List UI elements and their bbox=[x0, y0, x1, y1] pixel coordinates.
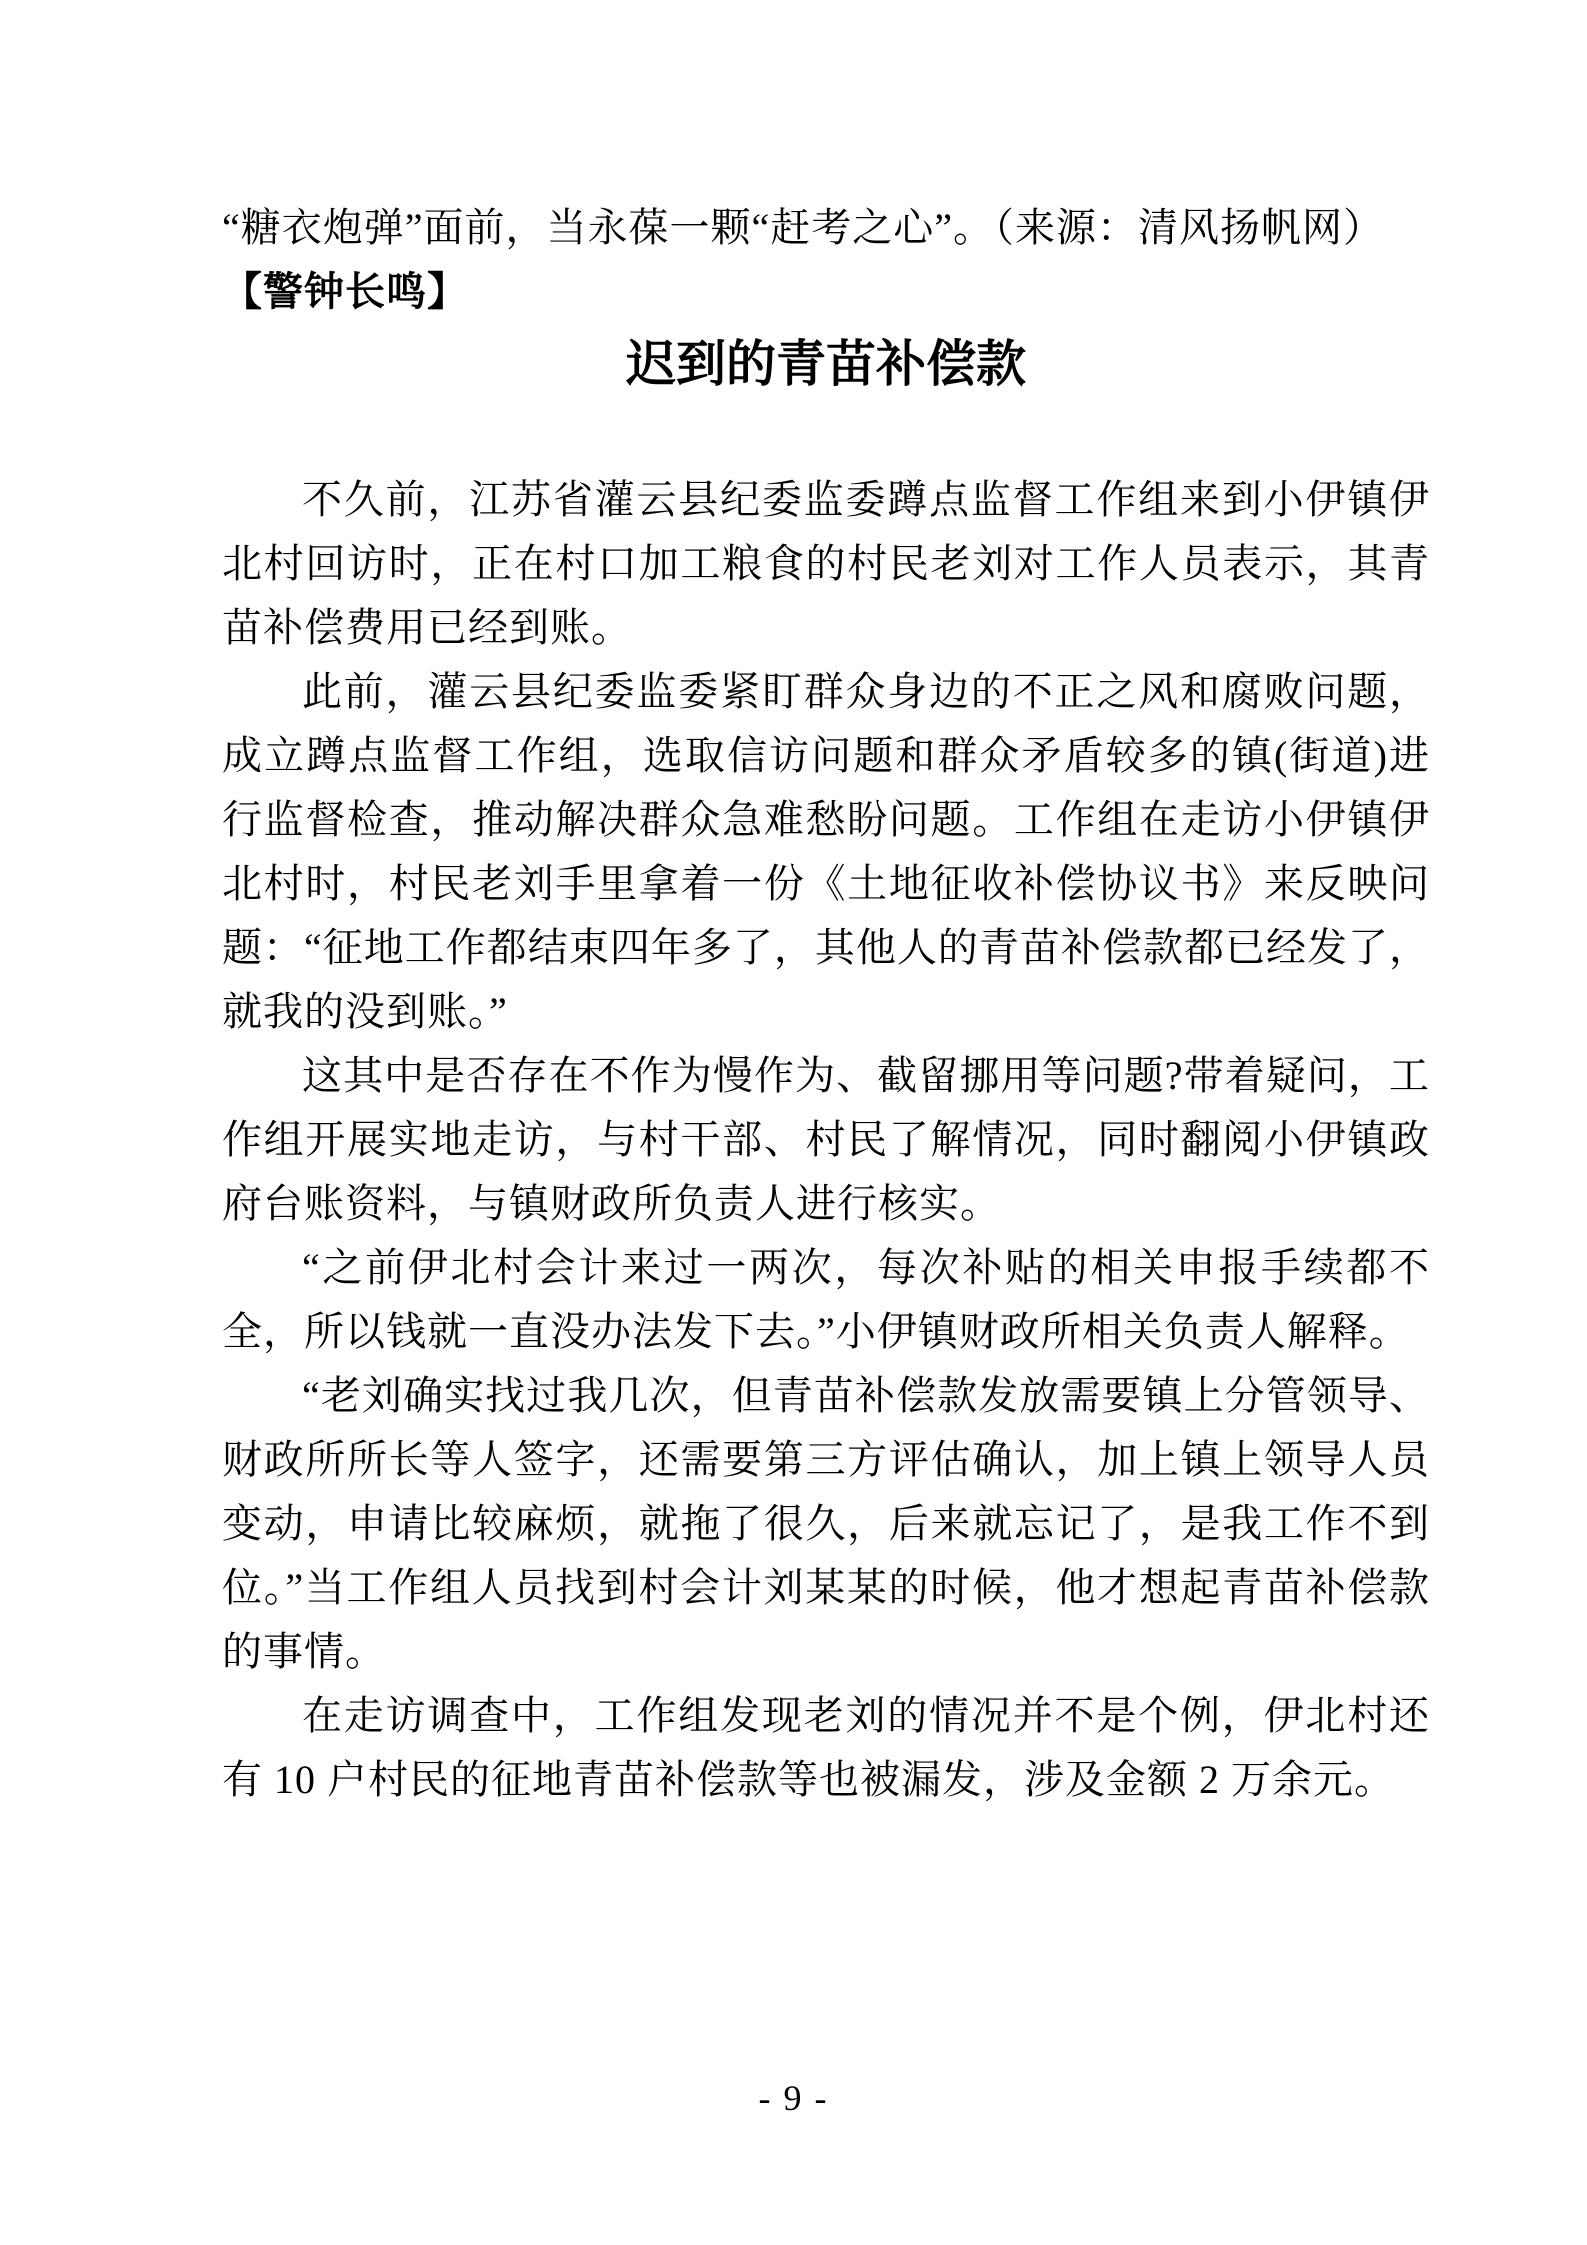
section-header: 【警钟长鸣】 bbox=[222, 269, 468, 314]
paragraph-4: “之前伊北村会计来过一两次，每次补贴的相关申报手续都不全，所以钱就一直没办法发下去。”小伊镇财政所相关负责人解释。 bbox=[222, 1245, 1430, 1354]
article-title: 迟到的青苗补偿款 bbox=[626, 336, 1026, 392]
paragraph-3: 这其中是否存在不作为慢作为、截留挪用等问题?带着疑问，工作组开展实地走访，与村干部、村民了解情况，同时翻阅小伊镇政府台账资料，与镇财政所负责人进行核实。 bbox=[222, 1053, 1430, 1226]
paragraph-1: 不久前，江苏省灌云县纪委监委蹲点监督工作组来到小伊镇伊北村回访时，正在村口加工粮食的村民老刘对工作人员表示，其青苗补偿费用已经到账。 bbox=[222, 477, 1430, 650]
page-body bbox=[222, 196, 1430, 1812]
paragraph-5: “老刘确实找过我几次，但青苗补偿款发放需要镇上分管领导、财政所所长等人签字，还需要第三方评估确认，加上镇上领导人员变动，申请比较麻烦，就拖了很久，后来就忘记了，是我工作不到位。”当工作组人员找到村会计刘某某的时候，他才想起青苗补偿款的事情。 bbox=[222, 1373, 1430, 1674]
page-number: - 9 - bbox=[758, 2078, 829, 2118]
article-body bbox=[222, 468, 1430, 1812]
paragraph-6: 在走访调查中，工作组发现老刘的情况并不是个例，伊北村还有 10 户村民的征地青苗补偿款等也被漏发，涉及金额 2 万余元。 bbox=[222, 1693, 1430, 1802]
paragraph-2: 此前，灌云县纪委监委紧盯群众身边的不正之风和腐败问题，成立蹲点监督工作组，选取信访问题和群众矛盾较多的镇(街道)进行监督检查，推动解决群众急难愁盼问题。工作组在走访小伊镇伊北村时，村民老刘手里拿着一份《土地征收补偿协议书》来反映问题：“征地工作都结束四年多了，其他人的青苗补偿款都已经发了，就我的没到账。” bbox=[222, 669, 1430, 1034]
continued-paragraph: “糖衣炮弹”面前，当永葆一颗“赶考之心”。（来源：清风扬帆网） bbox=[222, 205, 1385, 250]
